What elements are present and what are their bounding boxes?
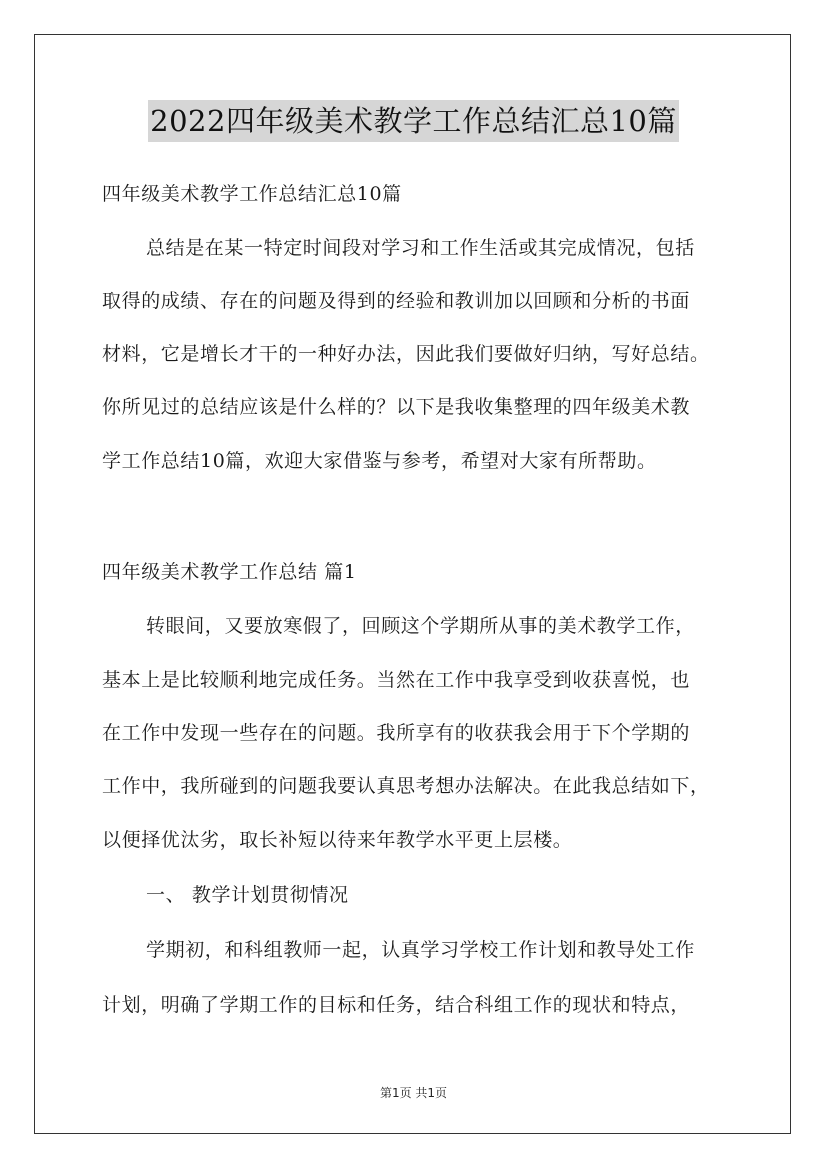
section1-para2-line-1: 学期初，和科组教师一起，认真学习学校工作计划和教导处工作 [146, 939, 695, 961]
intro-line-5: 学工作总结10篇，欢迎大家借鉴与参考，希望对大家有所帮助。 [102, 450, 657, 472]
document-subtitle: 四年级美术教学工作总结汇总10篇 [102, 183, 402, 205]
intro-line-3: 材料，它是增长才干的一种好办法，因此我们要做好归纳，写好总结。 [102, 343, 710, 365]
page-footer: 第1页 共1页 [379, 1086, 448, 1100]
title-container [0, 100, 827, 142]
section1-line-5: 以便择优汰劣，取长补短以待来年教学水平更上层楼。 [102, 829, 573, 851]
intro-line-1: 总结是在某一特定时间段对学习和工作生活或其完成情况，包括 [146, 237, 695, 259]
subheading-teaching-plan: 一、 教学计划贯彻情况 [146, 884, 349, 906]
section1-line-1: 转眼间，又要放寒假了，回顾这个学期所从事的美术教学工作， [146, 615, 695, 637]
section1-line-2: 基本上是比较顺利地完成任务。当然在工作中我享受到收获喜悦，也 [102, 669, 691, 691]
section1-para2-line-2: 计划，明确了学期工作的目标和任务，结合科组工作的现状和特点， [102, 994, 691, 1016]
document-title: 2022四年级美术教学工作总结汇总10篇 [148, 100, 679, 142]
section-heading: 四年级美术教学工作总结 篇1 [102, 561, 357, 583]
section1-line-4: 工作中，我所碰到的问题我要认真思考想办法解决。在此我总结如下， [102, 775, 710, 797]
intro-line-2: 取得的成绩、存在的问题及得到的经验和教训加以回顾和分析的书面 [102, 290, 691, 312]
intro-line-4: 你所见过的总结应该是什么样的？以下是我收集整理的四年级美术教 [102, 396, 691, 418]
section1-line-3: 在工作中发现一些存在的问题。我所享有的收获我会用于下个学期的 [102, 722, 691, 744]
